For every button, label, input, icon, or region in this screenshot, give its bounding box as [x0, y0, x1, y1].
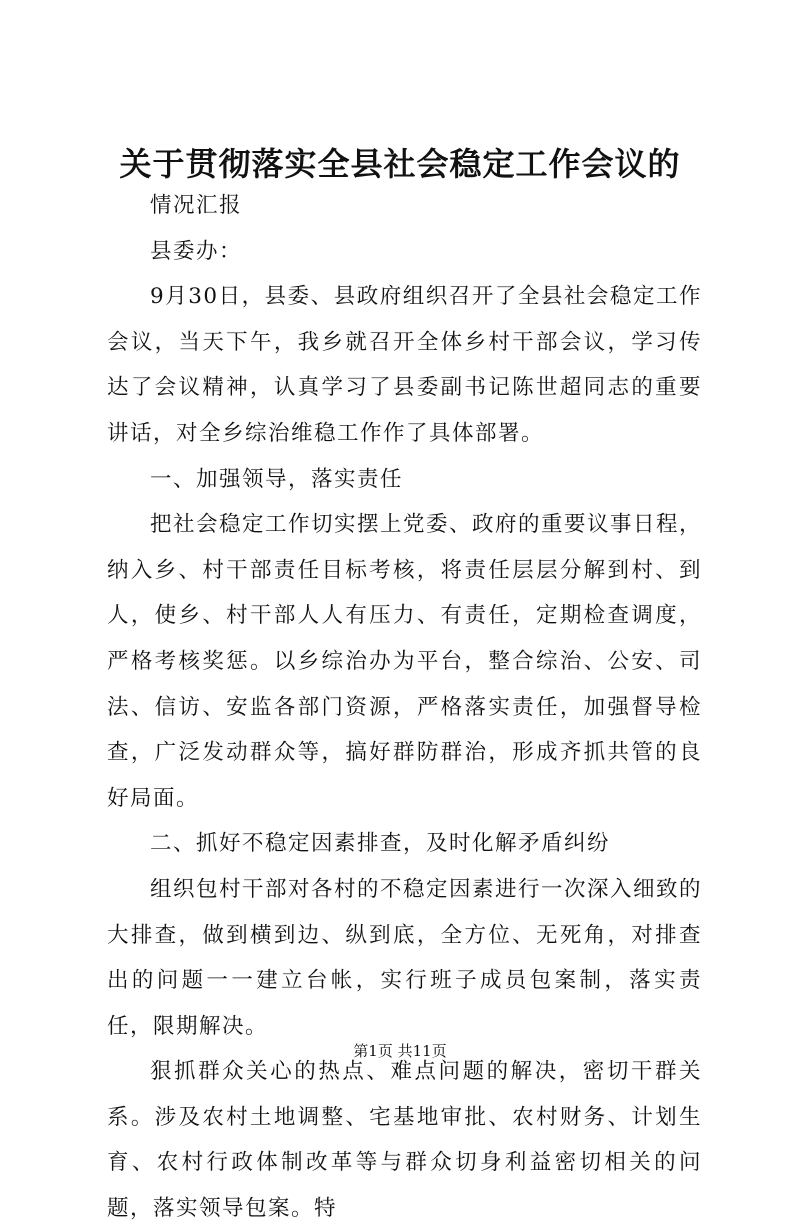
document-body [107, 183, 702, 1232]
addressee-paragraph: 县委办： [150, 238, 243, 264]
document-title: 关于贯彻落实全县社会稳定工作会议的 [119, 145, 681, 183]
section-heading: 二、抓好不稳定因素排查，及时化解矛盾纠纷 [150, 831, 611, 857]
page-footer: 第1页 共11页 [353, 1042, 447, 1060]
subtitle-paragraph: 情况汇报 [150, 193, 243, 218]
body-paragraph: 9月30日，县委、县政府组织召开了全县社会稳定工作会议，当天下午，我乡就召开全体乡村干部会议，学习传达了会议精神，认真学习了县委副书记陈世超同志的重要讲话，对全乡综治维稳工作作了具体部署。 [107, 284, 702, 446]
section-heading: 一、加强领导，落实责任 [150, 466, 404, 492]
body-paragraph: 组织包村干部对各村的不稳定因素进行一次深入细致的大排查，做到横到边、纵到底，全方位、无死角，对排查出的问题一一建立台帐，实行班子成员包案制，落实责任，限期解决。 [107, 876, 703, 1039]
body-paragraph: 把社会稳定工作切实摆上党委、政府的重要议事日程，纳入乡、村干部责任目标考核，将责任层层分解到村、到人，使乡、村干部人人有压力、有责任，定期检查调度，严格考核奖惩。以乡综治办为平台，整合综治、公安、司法、信访、安监各部门资源，严格落实责任，加强督导检查，广泛发动群众等，搞好群防群治，形成齐抓共管的良好局面。 [107, 512, 703, 811]
body-paragraph: 狠抓群众关心的热点、难点问题的解决，密切干群关系。涉及农村土地调整、宅基地审批、农村财务、计划生育、农村行政体制改革等与群众切身利益密切相关的问题，落实领导包案。特 [107, 1059, 702, 1222]
